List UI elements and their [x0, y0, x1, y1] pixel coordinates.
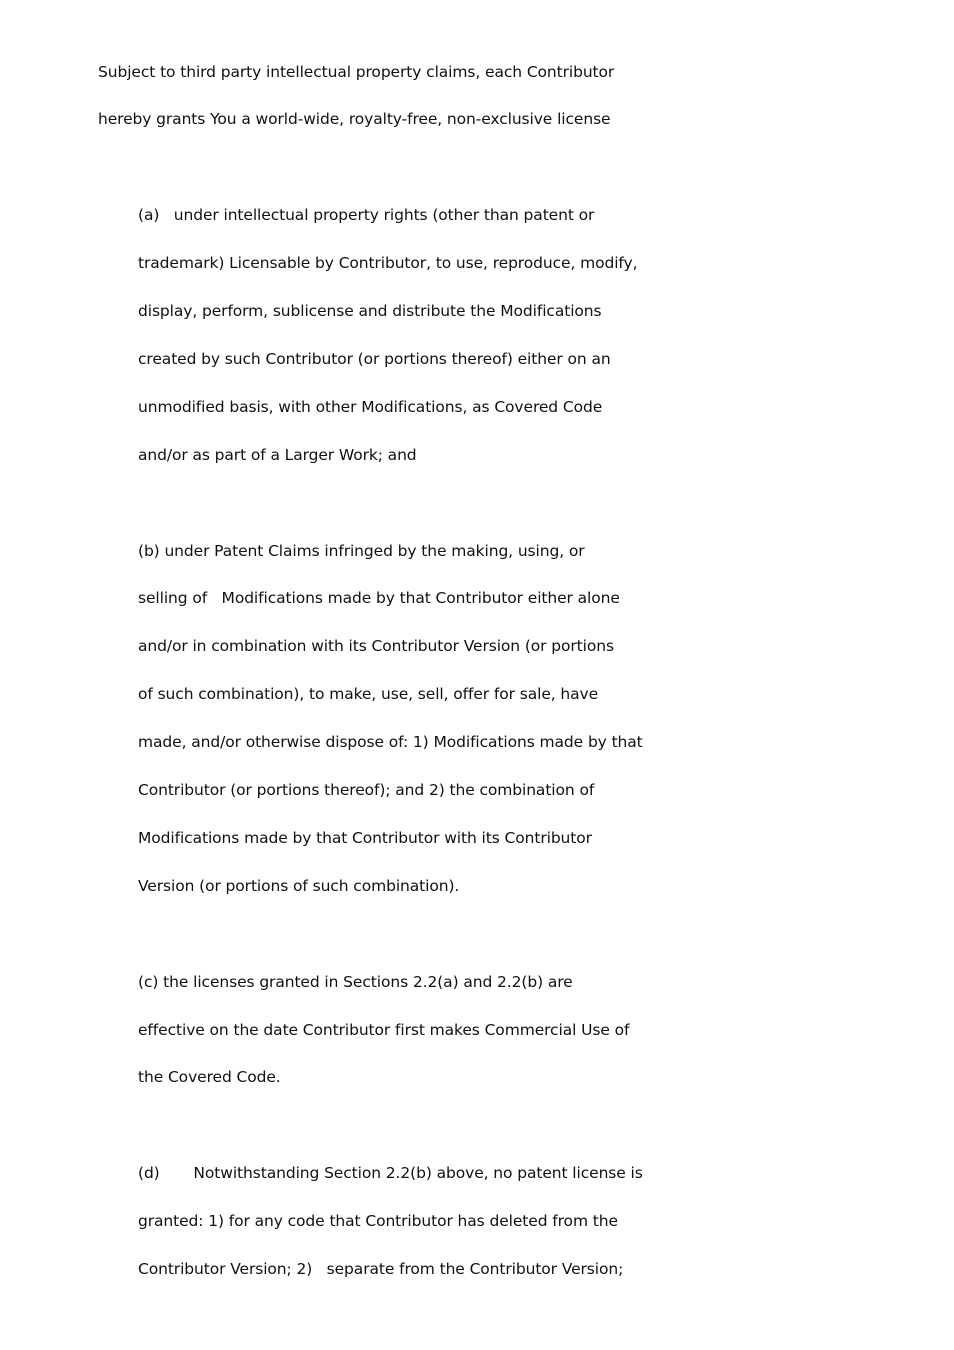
clause-b-line: and/or in combination with its Contributor Version (or portions — [138, 637, 614, 655]
clause-d-line: (d) Notwithstanding Section 2.2(b) above, no patent license is — [138, 1164, 643, 1182]
clause-a-line: unmodified basis, with other Modifications, as Covered Code — [138, 398, 603, 416]
clause-b-line: of such combination), to make, use, sell, offer for sale, have — [138, 685, 599, 703]
clause-a-line: display, perform, sublicense and distribute the Modifications — [138, 302, 602, 320]
intro-line: Subject to third party intellectual property claims, each Contributor — [98, 63, 615, 81]
clause-a-line: created by such Contributor (or portions thereof) either on an — [138, 350, 611, 368]
clause-a-line: (a) under intellectual property rights (other than patent or — [138, 206, 595, 224]
clause-b-line: selling of Modifications made by that Contributor either alone — [138, 589, 620, 607]
clause-d-line: granted: 1) for any code that Contributor has deleted from the — [138, 1212, 618, 1230]
intro-line: hereby grants You a world-wide, royalty-free, non-exclusive license — [98, 110, 611, 128]
clause-a-line: and/or as part of a Larger Work; and — [138, 446, 417, 464]
clause-d-line: Contributor Version; 2) separate from the Contributor Version; — [138, 1260, 624, 1278]
clause-c-line: the Covered Code. — [138, 1068, 281, 1086]
clause-c-line: effective on the date Contributor first makes Commercial Use of — [138, 1021, 630, 1039]
clause-b-line: (b) under Patent Claims infringed by the making, using, or — [138, 542, 585, 560]
clause-b-line: Modifications made by that Contributor with its Contributor — [138, 829, 592, 847]
clause-a-line: trademark) Licensable by Contributor, to use, reproduce, modify, — [138, 254, 638, 272]
clause-b-line: made, and/or otherwise dispose of: 1) Modifications made by that — [138, 733, 643, 751]
clause-c-line: (c) the licenses granted in Sections 2.2(a) and 2.2(b) are — [138, 973, 573, 991]
clause-b-line: Contributor (or portions thereof); and 2) the combination of — [138, 781, 595, 799]
clause-b-line: Version (or portions of such combination). — [138, 877, 460, 895]
